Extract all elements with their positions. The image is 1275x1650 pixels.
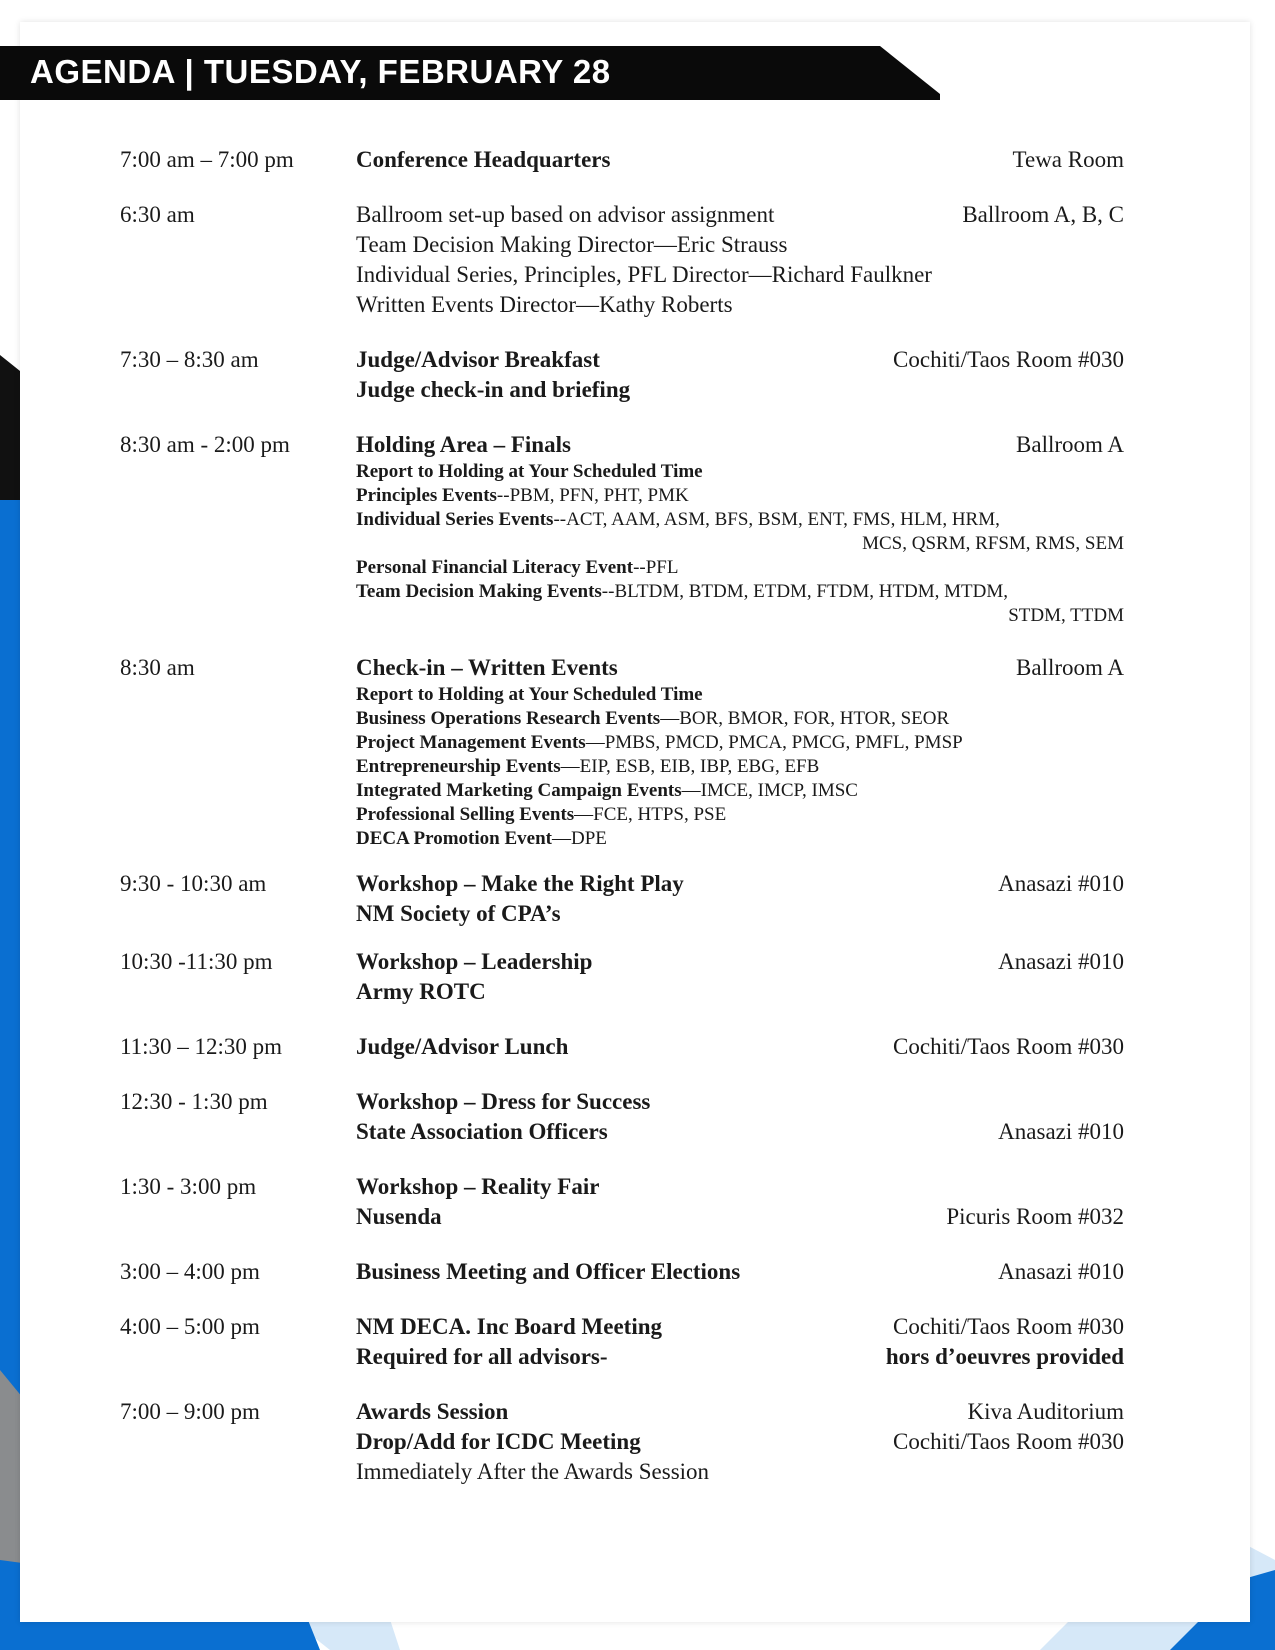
subitem-label: Team Decision Making Events [356,581,602,602]
agenda-line [356,977,1124,1007]
agenda-location: Ballroom A [1016,432,1124,457]
agenda-entry [120,1312,1124,1372]
subitem-value: EIP, ESB, EIB, IBP, EBG, EFB [579,756,820,777]
subitem-value: BLTDM, BTDM, ETDM, FTDM, HTDM, MTDM, [614,581,1009,602]
agenda-details [356,145,1124,175]
subitem-label: Principles Events [356,485,497,506]
agenda-subitem [356,707,1124,731]
agenda-line [356,1312,1124,1342]
agenda-entry [120,1087,1124,1147]
agenda-line-text: NM DECA. Inc Board Meeting [356,1314,662,1339]
agenda-details [356,1312,1124,1372]
subitem-value: FCE, HTPS, PSE [593,804,727,825]
agenda-time: 3:00 – 4:00 pm [120,1259,260,1284]
subitem-value: IMCE, IMCP, IMSC [700,780,858,801]
agenda-line-text: Conference Headquarters [356,147,611,172]
agenda-line-text: Individual Series, Principles, PFL Director—Richard Faulkner [356,262,932,287]
agenda-details [356,1397,1124,1487]
subitem-separator: -- [496,485,510,506]
agenda-line [356,145,1124,175]
agenda-line [356,375,1124,405]
agenda-line [356,345,1124,375]
agenda-line [356,230,1124,260]
agenda-time: 6:30 am [120,202,195,227]
agenda-location: Ballroom A [1016,655,1124,680]
agenda-subitem [356,484,1124,508]
agenda-details [356,345,1124,405]
subitem-separator: -- [633,557,646,578]
agenda-time: 9:30 - 10:30 am [120,871,267,896]
agenda-line-text: Holding Area – Finals [356,432,571,457]
agenda-time: 7:00 am – 7:00 pm [120,147,294,172]
subitem-value: BOR, BMOR, FOR, HTOR, SEOR [679,708,950,729]
agenda-entry [120,947,1124,1007]
subitem-separator: -- [553,509,567,530]
agenda-subitem [356,827,1124,851]
agenda-subitem [356,731,1124,755]
agenda-line-text: Judge/Advisor Lunch [356,1034,569,1059]
subitem-label: Report to Holding at Your Scheduled Time [356,461,703,482]
agenda-location: Cochiti/Taos Room #030 [893,347,1124,372]
agenda-line [356,290,1124,320]
subitem-separator: — [660,708,680,729]
agenda-line-text: Team Decision Making Director—Eric Strauss [356,232,788,257]
agenda-line-text: NM Society of CPA’s [356,901,561,926]
agenda-line [356,1257,1124,1287]
subitem-label: Report to Holding at Your Scheduled Time [356,684,703,705]
agenda-location: Cochiti/Taos Room #030 [893,1034,1124,1059]
agenda-time: 11:30 – 12:30 pm [120,1034,283,1059]
subitem-value: DPE [570,828,607,849]
agenda-location: Cochiti/Taos Room #030 [893,1429,1124,1454]
agenda-line-text: Workshop – Leadership [356,949,593,974]
agenda-details [356,653,1124,851]
agenda-entry [120,1172,1124,1232]
agenda-line [356,200,1124,230]
agenda-time: 7:30 – 8:30 am [120,347,259,372]
agenda-details [356,1087,1124,1147]
agenda-location: Cochiti/Taos Room #030 [893,1314,1124,1339]
agenda-line-text: Workshop – Dress for Success [356,1089,651,1114]
agenda-time: 7:00 – 9:00 pm [120,1399,260,1424]
page-title: AGENDA | TUESDAY, FEBRUARY 28 [30,53,611,90]
agenda-location: Anasazi #010 [998,1259,1124,1284]
subitem-label: Professional Selling Events [356,804,575,825]
subitem-separator: -- [601,581,615,602]
subitem-separator: — [574,804,594,825]
subitem-value: PMBS, PMCD, PMCA, PMCG, PMFL, PMSP [604,732,963,753]
subitem-label: Business Operations Research Events [356,708,661,729]
agenda-details [356,869,1124,929]
agenda-details [356,1172,1124,1232]
agenda-details [356,1032,1124,1062]
agenda-line-text: Nusenda [356,1204,442,1229]
agenda-entry [120,869,1124,929]
subitem-continuation: MCS, QSRM, RFSM, RMS, SEM [862,533,1124,554]
agenda-line-text: Check-in – Written Events [356,655,618,680]
agenda-line [356,653,1124,683]
subitem-separator: — [681,780,701,801]
agenda-line [356,899,1124,929]
agenda-line [356,1397,1124,1427]
agenda-entry [120,1257,1124,1287]
agenda-subitem [356,580,1124,628]
subitem-value: PFL [645,557,679,578]
agenda-line-text: Immediately After the Awards Session [356,1459,710,1484]
agenda-time: 1:30 - 3:00 pm [120,1174,257,1199]
subitem-label: Personal Financial Literacy Event [356,557,634,578]
agenda-line [356,1117,1124,1147]
agenda-line-text: Required for all advisors- [356,1344,608,1369]
agenda-time: 8:30 am [120,655,195,680]
agenda-line-text: Judge check-in and briefing [356,377,631,402]
agenda-line-text: Written Events Director—Kathy Roberts [356,292,733,317]
subitem-label: Integrated Marketing Campaign Events [356,780,682,801]
agenda-subitem [356,508,1124,556]
agenda-details [356,1257,1124,1287]
agenda-list [120,145,1124,1487]
subitem-label: Project Management Events [356,732,586,753]
subitem-continuation: STDM, TTDM [1008,605,1124,626]
agenda-location: Tewa Room [1012,147,1124,172]
agenda-subitem [356,803,1124,827]
subitem-separator: — [585,732,605,753]
agenda-location: Anasazi #010 [998,1119,1124,1144]
agenda-line [356,1427,1124,1457]
subitem-label: Entrepreneurship Events [356,756,561,777]
agenda-line [356,869,1124,899]
agenda-line-text: State Association Officers [356,1119,608,1144]
agenda-location: Ballroom A, B, C [962,202,1124,227]
agenda-line [356,260,1124,290]
agenda-line [356,1457,1124,1487]
subitem-value: PBM, PFN, PHT, PMK [509,485,689,506]
agenda-entry [120,1397,1124,1487]
agenda-location: hors d’oeuvres provided [885,1344,1124,1369]
agenda-entry [120,1032,1124,1062]
agenda-location: Picuris Room #032 [946,1204,1124,1229]
agenda-details [356,200,1124,320]
subitem-label: DECA Promotion Event [356,828,552,849]
agenda-location: Anasazi #010 [998,949,1124,974]
agenda-subitem [356,556,1124,580]
agenda-subitem [356,779,1124,803]
agenda-line [356,1172,1124,1202]
subitem-value: ACT, AAM, ASM, BFS, BSM, ENT, FMS, HLM, HRM, [566,509,1000,530]
subitem-separator: — [560,756,580,777]
agenda-subitem [356,460,1124,484]
agenda-line-text: Army ROTC [356,979,486,1004]
agenda-time: 8:30 am - 2:00 pm [120,432,290,457]
agenda-entry [120,200,1124,320]
agenda-subitem [356,755,1124,779]
agenda-time: 12:30 - 1:30 pm [120,1089,268,1114]
agenda-line [356,947,1124,977]
agenda-location: Anasazi #010 [998,871,1124,896]
agenda-entry [120,345,1124,405]
agenda-location: Kiva Auditorium [967,1399,1124,1424]
agenda-line [356,1342,1124,1372]
agenda-line-text: Workshop – Make the Right Play [356,871,684,896]
subitem-label: Individual Series Events [356,509,554,530]
agenda-line-text: Judge/Advisor Breakfast [356,347,600,372]
agenda-details [356,947,1124,1007]
agenda-line [356,430,1124,460]
agenda-line [356,1032,1124,1062]
agenda-line-text: Business Meeting and Officer Elections [356,1259,741,1284]
agenda-entry [120,653,1124,851]
agenda-subitem [356,683,1124,707]
agenda-time: 10:30 -11:30 pm [120,949,273,974]
agenda-time: 4:00 – 5:00 pm [120,1314,260,1339]
agenda-sublist [356,460,1124,628]
subitem-separator: — [551,828,571,849]
agenda-line [356,1087,1124,1117]
agenda-entry [120,430,1124,628]
agenda-entry [120,145,1124,175]
agenda-sublist [356,683,1124,851]
agenda-line [356,1202,1124,1232]
agenda-line-text: Drop/Add for ICDC Meeting [356,1429,641,1454]
agenda-line-text: Awards Session [356,1399,509,1424]
agenda-details [356,430,1124,628]
agenda-line-text: Workshop – Reality Fair [356,1174,600,1199]
agenda-line-text: Ballroom set-up based on advisor assignment [356,202,775,227]
